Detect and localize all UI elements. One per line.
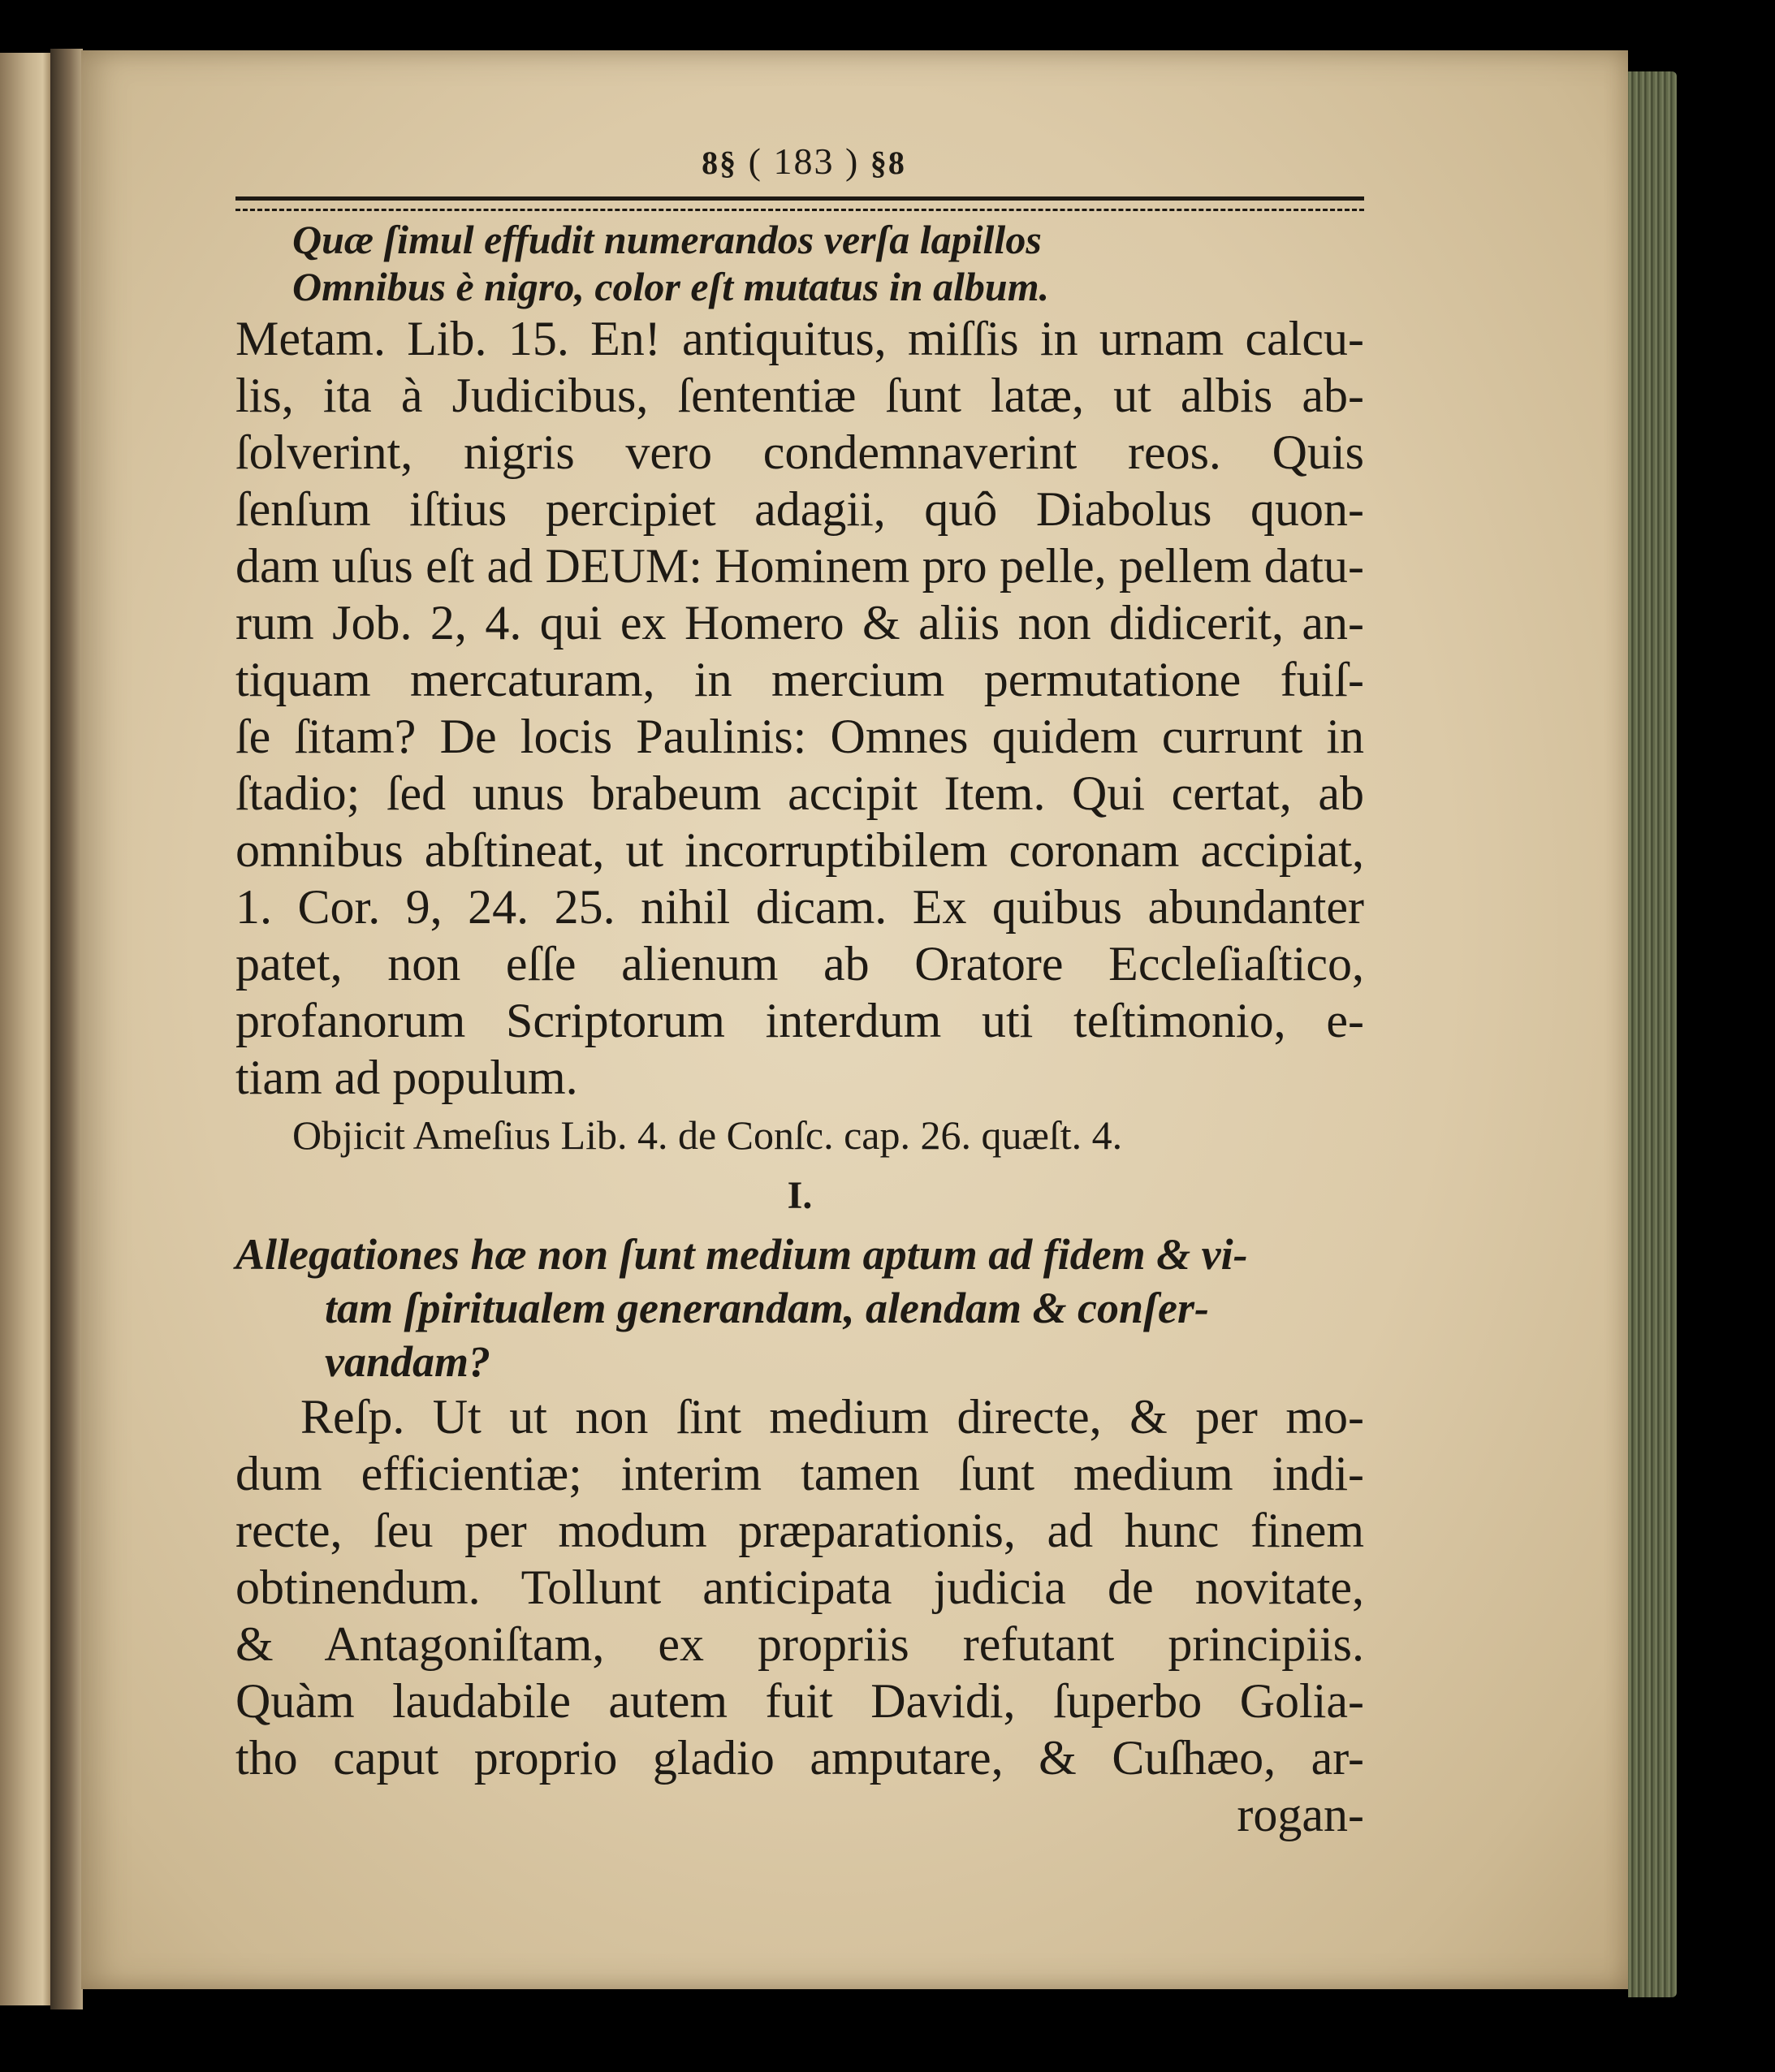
header-rule (235, 196, 1364, 211)
response-line: recte, ſeu per modum præparationis, ad hunc finem (235, 1504, 1364, 1557)
response-line: tho caput proprio gladio amputare, & Cuſhæo, ar- (235, 1731, 1364, 1785)
page-text (235, 140, 1364, 1843)
left-page-edge (0, 53, 50, 2005)
body-line: patet, non eſſe alienum ab Oratore Eccleſiaſtico, (235, 937, 1364, 991)
body-line: ſe ſitam? De locis Paulinis: Omnes quidem currunt in (235, 710, 1364, 763)
header-ornament-right: §8 (870, 145, 906, 181)
response-line: obtinendum. Tollunt anticipata judicia de novitate, (235, 1560, 1364, 1614)
page-block-edge (1628, 71, 1677, 1997)
body-line: ſenſum iſtius percipiet adagii, quô Diabolus quon- (235, 482, 1364, 536)
body-line: lis, ita à Judicibus, ſententiæ ſunt latæ, ut albis ab- (235, 369, 1364, 422)
body-line: 1. Cor. 9, 24. 25. nihil dicam. Ex quibus abundanter (235, 880, 1364, 934)
objection-line: Objicit Ameſius Lib. 4. de Conſc. cap. 26. quæſt. 4. (292, 1112, 1123, 1158)
body-line: dam uſus eſt ad DEUM: Hominem pro pelle, pellem datu- (235, 539, 1364, 593)
response-line: & Antagoniſtam, ex propriis refutant principiis. (235, 1617, 1364, 1671)
body-line: tiam ad populum. (235, 1051, 578, 1104)
body-line: ſtadio; ſed unus brabeum accipit Item. Qui certat, ab (235, 766, 1364, 820)
section-numeral: I. (787, 1174, 813, 1217)
question-line: vandam? (325, 1337, 491, 1386)
question-line: Allegationes hæ non ſunt medium aptum ad fidem & vi- (235, 1230, 1248, 1279)
book-gutter (50, 49, 83, 2009)
verse-line: Omnibus è nigro, color eſt mutatus in album. (292, 264, 1050, 309)
response-line: Reſp. Ut ut non ſint medium directe, & per mo- (300, 1390, 1364, 1444)
response-line: Quàm laudabile autem fuit Davidi, ſuperbo Golia- (235, 1674, 1364, 1728)
running-header (357, 140, 1250, 190)
response-line: dum efficientiæ; interim tamen ſunt medium indi- (235, 1447, 1364, 1500)
body-line: Metam. Lib. 15. En! antiquitus, miſſis in urnam calcu- (235, 312, 1364, 365)
body-line: profanorum Scriptorum interdum uti teſtimonio, e- (235, 994, 1364, 1047)
body-line: rum Job. 2, 4. qui ex Homero & aliis non didicerit, an- (235, 596, 1364, 650)
body-line: ſolverint, nigris vero condemnaverint reos. Quis (235, 425, 1364, 479)
body-line: omnibus abſtineat, ut incorruptibilem coronam accipiat, (235, 823, 1364, 877)
page-number: ( 183 ) (748, 140, 860, 182)
question-line: tam ſpiritualem generandam, alendam & conſer- (325, 1284, 1209, 1332)
header-ornament-left: 8§ (702, 145, 738, 181)
body-line: tiquam mercaturam, in mercium permutatione fuiſ- (235, 653, 1364, 706)
catchword: rogan- (1237, 1788, 1364, 1841)
verse-line: Quæ ſimul effudit numerandos verſa lapillos (292, 217, 1042, 262)
